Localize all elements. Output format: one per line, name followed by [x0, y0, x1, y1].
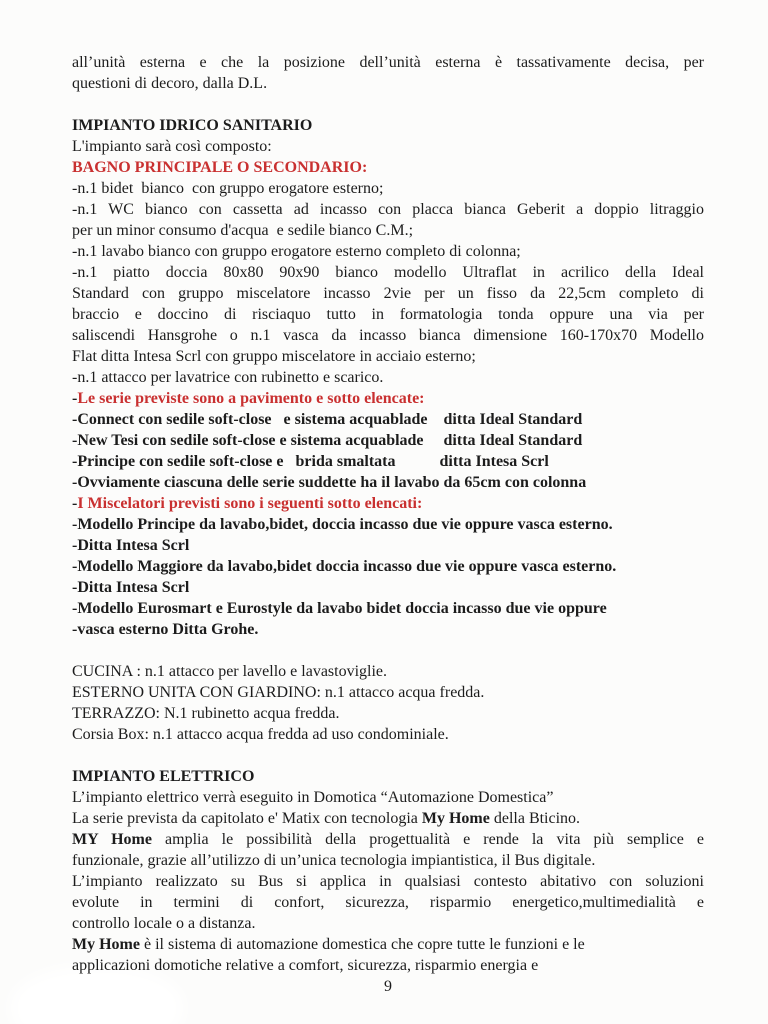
- text-run: -Connect con sedile soft-close e sistema acquablade ditta Ideal Standard: [72, 411, 583, 428]
- text-line: [72, 871, 704, 892]
- document-content: [72, 52, 704, 997]
- text-run: IMPIANTO ELETTRICO: [72, 768, 255, 785]
- text-run: CUCINA : n.1 attacco per lavello e lavastoviglie.: [72, 663, 388, 680]
- text-run: funzionale, grazie all’utilizzo di un’unica tecnologia impiantistica, il Bus digitale.: [72, 852, 596, 869]
- text-run: Flat ditta Intesa Scrl con gruppo miscelatore in acciaio esterno;: [72, 348, 476, 365]
- blank-line: [72, 94, 704, 115]
- text-line: [72, 556, 704, 577]
- text-line: [72, 934, 704, 955]
- text-line: [72, 955, 704, 976]
- text-line: [72, 808, 704, 829]
- text-line: [72, 724, 704, 745]
- text-run: -: [72, 390, 78, 407]
- text-run: amplia le possibilità della progettualità e rende la vita più semplice e: [152, 831, 705, 848]
- text-line: [72, 577, 704, 598]
- text-line: [72, 367, 704, 388]
- text-line: [72, 325, 704, 346]
- text-run: My Home: [72, 936, 140, 953]
- text-run: -n.1 attacco per lavatrice con rubinetto e scarico.: [72, 369, 384, 386]
- text-line: [72, 304, 704, 325]
- text-line: [72, 283, 704, 304]
- text-run: L’impianto elettrico verrà eseguito in Domotica “Automazione Domestica”: [72, 789, 554, 806]
- text-run: della Bticino.: [489, 810, 581, 827]
- text-run: I Miscelatori previsti sono i seguenti sotto elencati:: [77, 495, 423, 512]
- text-line: [72, 892, 704, 913]
- text-run: L’impianto realizzato su Bus si applica in qualsiasi contesto abitativo con soluzioni: [72, 873, 704, 890]
- text-line: [72, 472, 704, 493]
- text-run: Le serie previste sono a pavimento e sotto elencate:: [77, 390, 425, 407]
- text-line: [72, 430, 704, 451]
- text-run: -Ditta Intesa Scrl: [72, 579, 190, 596]
- text-line: [72, 451, 704, 472]
- text-run: TERRAZZO: N.1 rubinetto acqua fredda.: [72, 705, 340, 722]
- text-run: L'impianto sarà così composto:: [72, 138, 272, 155]
- page-number: 9: [384, 978, 392, 995]
- text-run: -n.1 bidet bianco con gruppo erogatore esterno;: [72, 180, 384, 197]
- text-line: [72, 661, 704, 682]
- text-run: -vasca esterno Ditta Grohe.: [72, 621, 259, 638]
- text-run: My Home: [421, 810, 490, 827]
- text-line: [72, 73, 704, 94]
- blank-line: [72, 640, 704, 661]
- text-line: [72, 682, 704, 703]
- text-line: [72, 346, 704, 367]
- text-run: braccio e doccino di risciaquo tutto in formatologia tonda oppure una via per: [72, 306, 704, 323]
- text-line: [72, 220, 704, 241]
- text-line: [72, 409, 704, 430]
- text-run: -n.1 lavabo bianco con gruppo erogatore esterno completo di colonna;: [72, 243, 521, 260]
- text-line: [72, 178, 704, 199]
- text-line: [72, 136, 704, 157]
- text-line: [72, 598, 704, 619]
- text-line: [72, 157, 704, 178]
- text-line: [72, 913, 704, 934]
- text-line: [72, 619, 704, 640]
- text-line: [72, 52, 704, 73]
- text-run: saliscendi Hansgrohe o n.1 vasca da incasso bianca dimensione 160-170x70 Modello: [72, 327, 704, 344]
- text-run: -: [72, 495, 78, 512]
- text-run: controllo locale o a distanza.: [72, 915, 256, 932]
- text-run: ESTERNO UNITA CON GIARDINO: n.1 attacco acqua fredda.: [72, 684, 485, 701]
- text-run: Corsia Box: n.1 attacco acqua fredda ad uso condominiale.: [72, 726, 449, 743]
- text-run: evolute in termini di confort, sicurezza, risparmio energetico,multimedialità e: [72, 894, 704, 911]
- text-line: [72, 493, 704, 514]
- text-line: [72, 388, 704, 409]
- text-line: [72, 850, 704, 871]
- text-run: -New Tesi con sedile soft-close e sistema acquablade ditta Ideal Standard: [72, 432, 583, 449]
- text-line: [72, 241, 704, 262]
- text-run: IMPIANTO IDRICO SANITARIO: [72, 117, 313, 134]
- text-line: [72, 199, 704, 220]
- text-run: -n.1 WC bianco con cassetta ad incasso con placca bianca Geberit a doppio litraggio: [72, 201, 704, 218]
- text-run: MY Home: [72, 831, 152, 848]
- text-run: -Modello Maggiore da lavabo,bidet doccia incasso due vie oppure vasca esterno.: [72, 558, 617, 575]
- text-line: [72, 829, 704, 850]
- text-run: -Ovviamente ciascuna delle serie suddette ha il lavabo da 65cm con colonna: [72, 474, 587, 491]
- text-line: [72, 262, 704, 283]
- text-line: [72, 514, 704, 535]
- text-run: questioni di decoro, dalla D.L.: [72, 75, 268, 92]
- text-line: [72, 115, 704, 136]
- text-run: -Ditta Intesa Scrl: [72, 537, 190, 554]
- text-run: -Modello Eurosmart e Eurostyle da lavabo bidet doccia incasso due vie oppure: [72, 600, 607, 617]
- text-line: [72, 766, 704, 787]
- text-run: all’unità esterna e che la posizione dell’unità esterna è tassativamente decisa, per: [72, 54, 704, 71]
- text-run: è il sistema di automazione domestica che copre tutte le funzioni e le: [139, 936, 585, 953]
- text-run: -Principe con sedile soft-close e brida smaltata ditta Intesa Scrl: [72, 453, 549, 470]
- text-run: Standard con gruppo miscelatore incasso 2vie per un fisso da 22,5cm completo di: [72, 285, 704, 302]
- blank-line: [72, 745, 704, 766]
- text-line: [72, 703, 704, 724]
- text-run: -n.1 piatto doccia 80x80 90x90 bianco modello Ultraflat in acrilico della Ideal: [72, 264, 704, 281]
- text-run: BAGNO PRINCIPALE O SECONDARIO:: [72, 159, 368, 176]
- text-run: applicazioni domotiche relative a comfort, sicurezza, risparmio energia e: [72, 957, 539, 974]
- text-run: La serie prevista da capitolato e' Matix con tecnologia: [72, 810, 422, 827]
- text-run: per un minor consumo d'acqua e sedile bianco C.M.;: [72, 222, 414, 239]
- text-run: -Modello Principe da lavabo,bidet, doccia incasso due vie oppure vasca esterno.: [72, 516, 613, 533]
- text-line: [72, 787, 704, 808]
- text-line: [72, 535, 704, 556]
